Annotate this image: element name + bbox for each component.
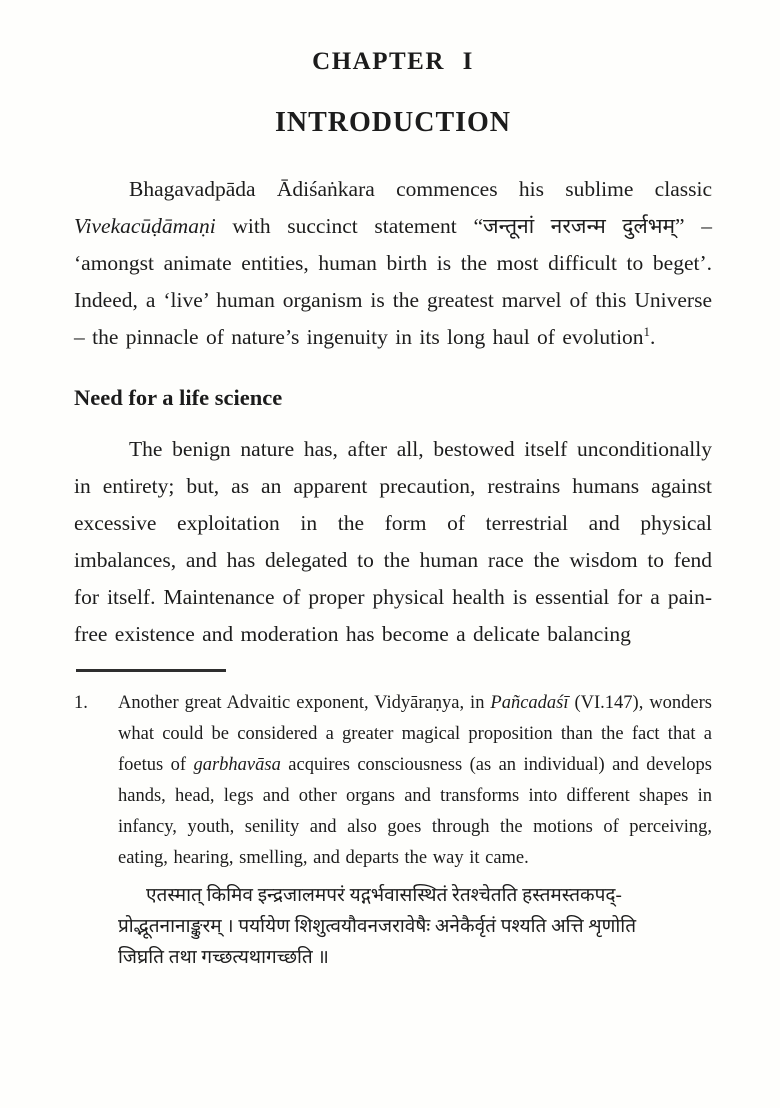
paragraph-text-segment: Bhagavadpāda Ādiśaṅkara commences his sublime classic <box>129 177 712 202</box>
verse-line-1: एतस्मात् किमिव इन्द्रजालमपरं यद्गर्भवासस्थितं रेतश्चेतति हस्तमस्तकपद्- <box>146 885 622 907</box>
chapter-heading: CHAPTER I <box>312 48 474 75</box>
intro-paragraph <box>74 171 712 356</box>
footnote-number: 1. <box>74 693 88 714</box>
devanagari-quote: जन्तूनां नरजन्म दुर्लभम् <box>483 214 676 239</box>
term-italic: garbhavāsa <box>193 755 281 776</box>
footnote-reference-superscript: 1 <box>643 324 651 340</box>
footnote <box>74 688 712 973</box>
footnote-text <box>118 688 712 874</box>
paragraph-text-segment: . <box>650 325 656 350</box>
sanskrit-verse <box>118 880 712 973</box>
paragraph-text-segment: with succinct statement “ <box>215 214 484 239</box>
footnote-separator-rule <box>76 669 226 672</box>
book-title-italic: Vivekacūḍāmaṇi <box>74 214 216 239</box>
footnote-text-segment: Another great Advaitic exponent, Vidyāraṇya, in <box>118 693 491 714</box>
footnote-text-segment: (VI.147), wonders what could be considered a greater magical proposition than the fact that a foetus of <box>118 693 712 776</box>
section-heading: Need for a life science <box>74 385 283 411</box>
footnote-text-segment: acquires consciousness (as an individual) and develops hands, head, legs and other organs and transforms into different shapes in infancy, youth, senility and also goes through the motions of perceiving, eating, hearing, smelling, and departs the way it came. <box>118 755 712 869</box>
footnote-body <box>118 688 712 973</box>
verse-line-3: जिघ्रति तथा गच्छत्यथागच्छति ॥ <box>118 947 329 969</box>
verse-line-2: प्रोद्भूतनानाङ्कुरम् । पर्यायेण शिशुत्वयौवनजरावेषैः अनेकैर्वृतं पश्यति अत्ति शृणोति <box>118 916 637 938</box>
chapter-title: INTRODUCTION <box>274 106 512 138</box>
body-paragraph: The benign nature has, after all, bestowed itself unconditionally in entirety; but, as an apparent precaution, restrains humans against excessive exploitation in the form of terrestrial and physical imbalances, and has delegated to the human race the wisdom to fend for itself. Maintenance of proper physical health is essential for a pain-free existence and moderation has become a delicate balancing <box>74 437 712 647</box>
paragraph-text-segment: ” – ‘amongst animate entities, human birth is the most difficult to beget’. Indeed, a ‘live’ human organism is the greatest marvel of this Universe – the pinnacle of nature’s ingenuity in its long haul of evolution <box>74 214 712 350</box>
work-title-italic: Pañcadaśī <box>490 693 569 714</box>
